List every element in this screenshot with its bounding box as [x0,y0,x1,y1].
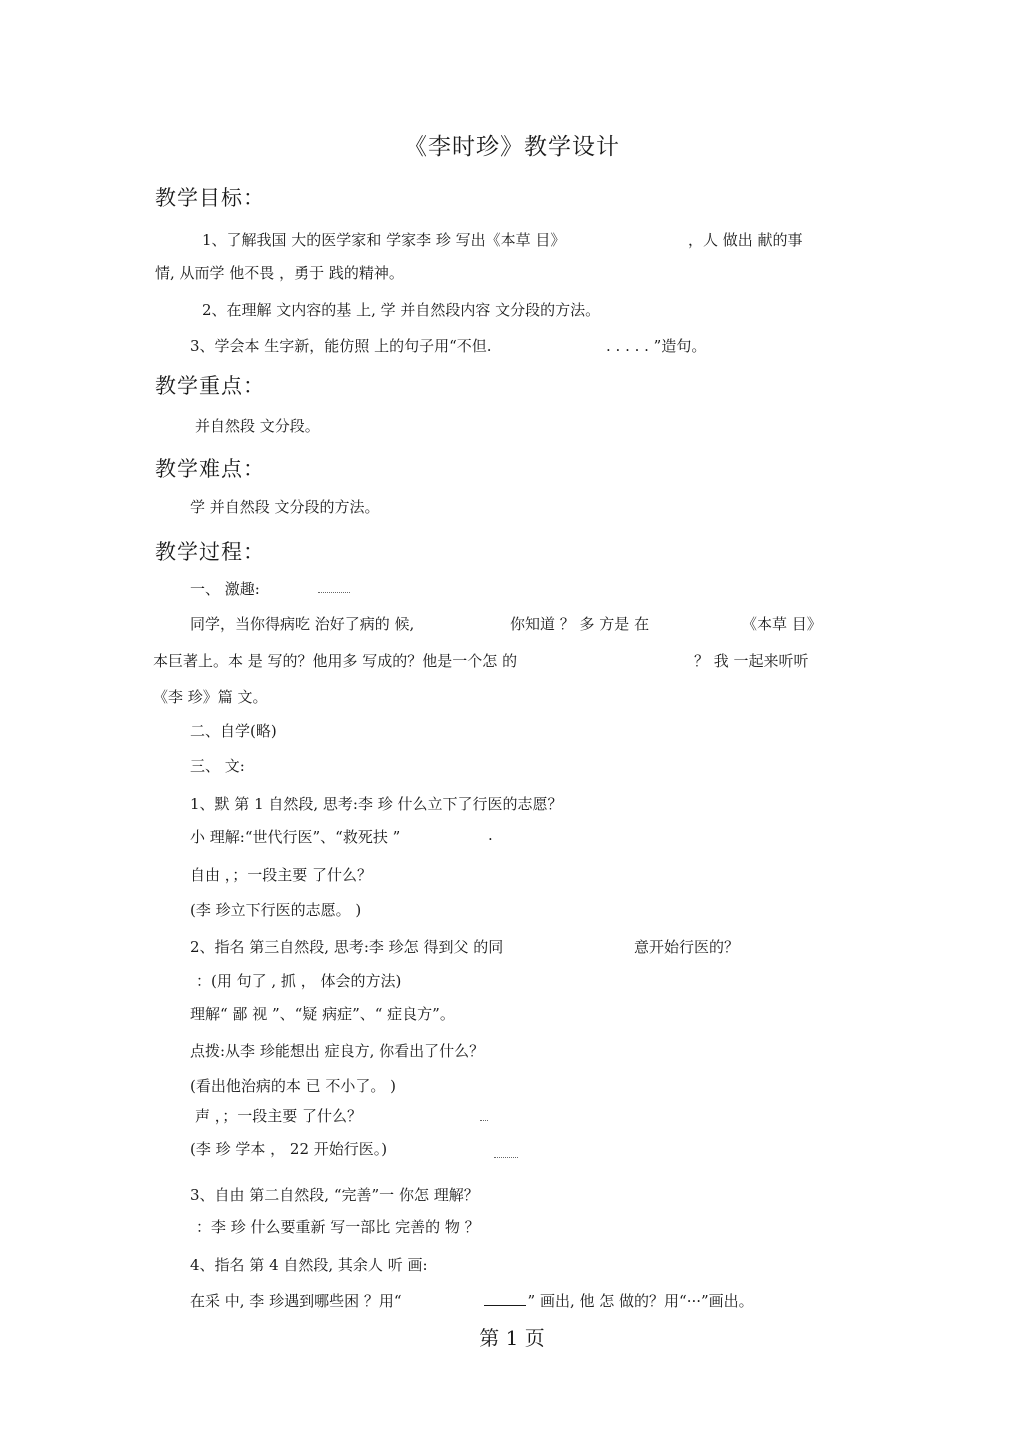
task-3-question: ：李 珍 什么要重新 写一部比 完善的 物 ？ [196,1218,480,1236]
goal-3-text: 3、学会本 生字新，能仿照 上的句子用“不但. [190,337,492,355]
intro-text-2: 你知道 ？ 多 方是 在 [510,615,650,633]
task-2-method: ：(用 句了 , 抓 ， 体会的方法) [196,972,402,990]
task-2-vocab: 理解“ 鄙 视 ”、“疑 病症”、“ 症良方”。 [190,1005,455,1023]
task-3-text: 3、自由 第二自然段, “完善”一 你怎 理解？ [190,1186,479,1204]
intro-text-3: 《本草 目》 [742,615,822,633]
intro-text-5: ？ 我 一起来听听 [694,652,809,670]
heading-key-points: 教学重点： [155,374,265,398]
underline-sample [484,1293,526,1306]
intro-text-4: 本巨著上。本 是 写的？他用多 写成的？他是一个怎 的 [153,652,518,670]
task-4-instruction-part2: ” 画出, 他 怎 做的？用“···”画出。 [527,1292,754,1310]
scan-mark [494,1157,518,1161]
heading-difficulties: 教学难点： [155,457,265,481]
intro-text-6: 《李 珍》篇 文。 [153,688,268,706]
heading-teaching-goals: 教学目标： [155,186,265,210]
step-three-heading: 三、 文: [190,757,245,775]
scan-mark [318,592,350,596]
heading-process: 教学过程： [155,540,265,564]
intro-text-1: 同学，当你得病吃 治好了病的 候, [190,615,415,633]
task-1-vocab: 小 理解:“世代行医”、“救死扶 ” [190,828,401,846]
task-2-answer: (李 珍 学本 ， 22 开始行医。) [190,1140,388,1158]
goal-1-text-line2: 情, 从而学 他不畏 ，勇于 践的精神。 [155,264,404,282]
task-1-answer: (李 珍立下行医的志愿。 ) [190,901,362,919]
step-one-heading: 一、 激趣: [190,580,260,598]
task-2-question: 声 ，；一段主要 了什么？ [195,1107,363,1125]
goal-2-text: 2、在理解 文内容的基 上, 学 并自然段内容 文分段的方法。 [202,301,601,319]
scan-mark [480,1120,488,1124]
goal-1-text-cont: ，人 做出 献的事 [688,231,803,249]
task-1-text: 1、默 第 1 自然段, 思考:李 珍 什么立下了行医的志愿？ [190,795,563,813]
goal-3-text-cont: . . . . . ”造句。 [606,337,707,355]
goal-1-text: 1、了解我国 大的医学家和 学家李 珍 写出《本草 目》 [202,231,566,249]
task-2-text: 2、指名 第三自然段, 思考:李 珍怎 得到父 的同 [190,938,504,956]
step-two-heading: 二、自学(略) [190,722,277,740]
key-point-text: 并自然段 文分段。 [195,417,320,435]
task-4-instruction-part1: 在采 中, 李 珍遇到哪些困 ？用“ [190,1292,402,1310]
task-4-text: 4、指名 第 4 自然段, 其余人 听 画: [190,1256,428,1274]
task-2-hint: 点拨:从李 珍能想出 症良方, 你看出了什么？ [190,1042,485,1060]
task-4-instruction [190,1290,754,1311]
document-title: 《李时珍》教学设计 [404,134,620,160]
task-1-vocab-dot: . [488,826,493,844]
page-footer: 第 1 页 [479,1326,545,1350]
task-2-hint-answer: (看出他治病的本 已 不小了。 ) [190,1077,397,1095]
task-2-text-cont: 意开始行医的？ [634,938,740,956]
difficulty-text: 学 并自然段 文分段的方法。 [190,498,380,516]
task-1-question: 自由 ，；一段主要 了什么？ [190,866,373,884]
